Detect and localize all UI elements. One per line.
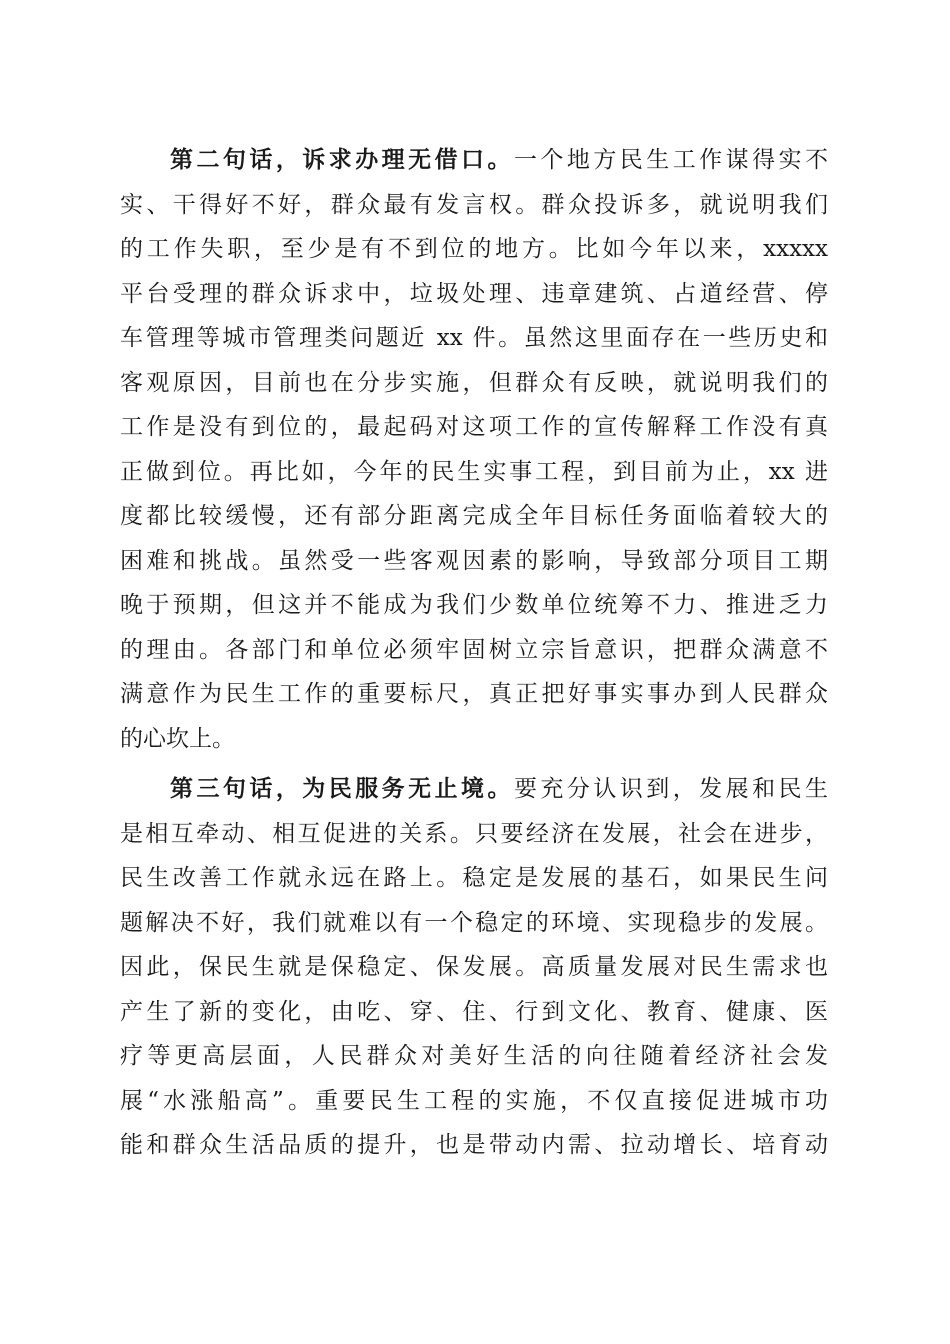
paragraph-line: 第二句话，诉求办理无借口。一个地方民生工作谋得实不 [170,146,828,173]
paragraph-line: 题解决不好，我们就难以有一个稳定的环境、实现稳步的发展。 [120,909,828,936]
paragraph-2 [120,767,828,1168]
paragraph-line: 疗等更高层面，人民群众对美好生活的向往随着经济社会发 [120,1043,828,1069]
paragraph-line: 困难和挑战。虽然受一些客观因素的影响，导致部分项目工期 [120,547,828,574]
document-page [120,138,828,1168]
paragraph-line: 是相互牵动、相互促进的关系。只要经济在发展，社会在进步， [120,820,828,847]
paragraph-line: 产生了新的变化，由吃、穿、住、行到文化、教育、健康、医 [120,998,828,1025]
paragraph-line: 平台受理的群众诉求中，垃圾处理、违章建筑、占道经营、停 [120,280,828,307]
paragraph-line: 民生改善工作就永远在路上。稳定是发展的基石，如果民生问 [120,865,828,891]
paragraph-line: 的心坎上。 [120,725,235,752]
paragraph-line: 第三句话，为民服务无止境。要充分认识到，发展和民生 [170,775,828,802]
paragraph-line: 车管理等城市管理类问题近 xx 件。虽然这里面存在一些历史和 [120,325,828,351]
paragraph-heading: 第二句话，诉求办理无借口。 [170,146,514,173]
paragraph-line: 的工作失职，至少是有不到位的地方。比如今年以来，xxxxx [120,236,828,262]
paragraph-1 [120,138,828,761]
paragraph-line: 满意作为民生工作的重要标尺，真正把好事实事办到人民群众 [120,681,828,707]
paragraph-line: 度都比较缓慢，还有部分距离完成全年目标任务面临着较大的 [120,503,828,529]
paragraph-line: 工作是没有到位的，最起码对这项工作的宣传解释工作没有真 [120,414,828,440]
paragraph-heading: 第三句话，为民服务无止境。 [170,775,514,802]
paragraph-line: 实、干得好不好，群众最有发言权。群众投诉多，就说明我们 [120,191,828,218]
paragraph-line: 正做到位。再比如，今年的民生实事工程，到目前为止，xx 进 [120,458,828,485]
paragraph-line: 的理由。各部门和单位必须牢固树立宗旨意识，把群众满意不 [120,636,828,663]
paragraph-line: 客观原因，目前也在分步实施，但群众有反映，就说明我们的 [120,369,828,396]
paragraph-line: 展“水涨船高”。重要民生工程的实施，不仅直接促进城市功 [120,1087,828,1114]
paragraph-line: 因此，保民生就是保稳定、保发展。高质量发展对民生需求也 [120,954,828,980]
paragraph-line: 晚于预期，但这并不能成为我们少数单位统筹不力、推进乏力 [120,592,828,618]
paragraph-line: 能和群众生活品质的提升，也是带动内需、拉动增长、培育动 [120,1132,828,1158]
